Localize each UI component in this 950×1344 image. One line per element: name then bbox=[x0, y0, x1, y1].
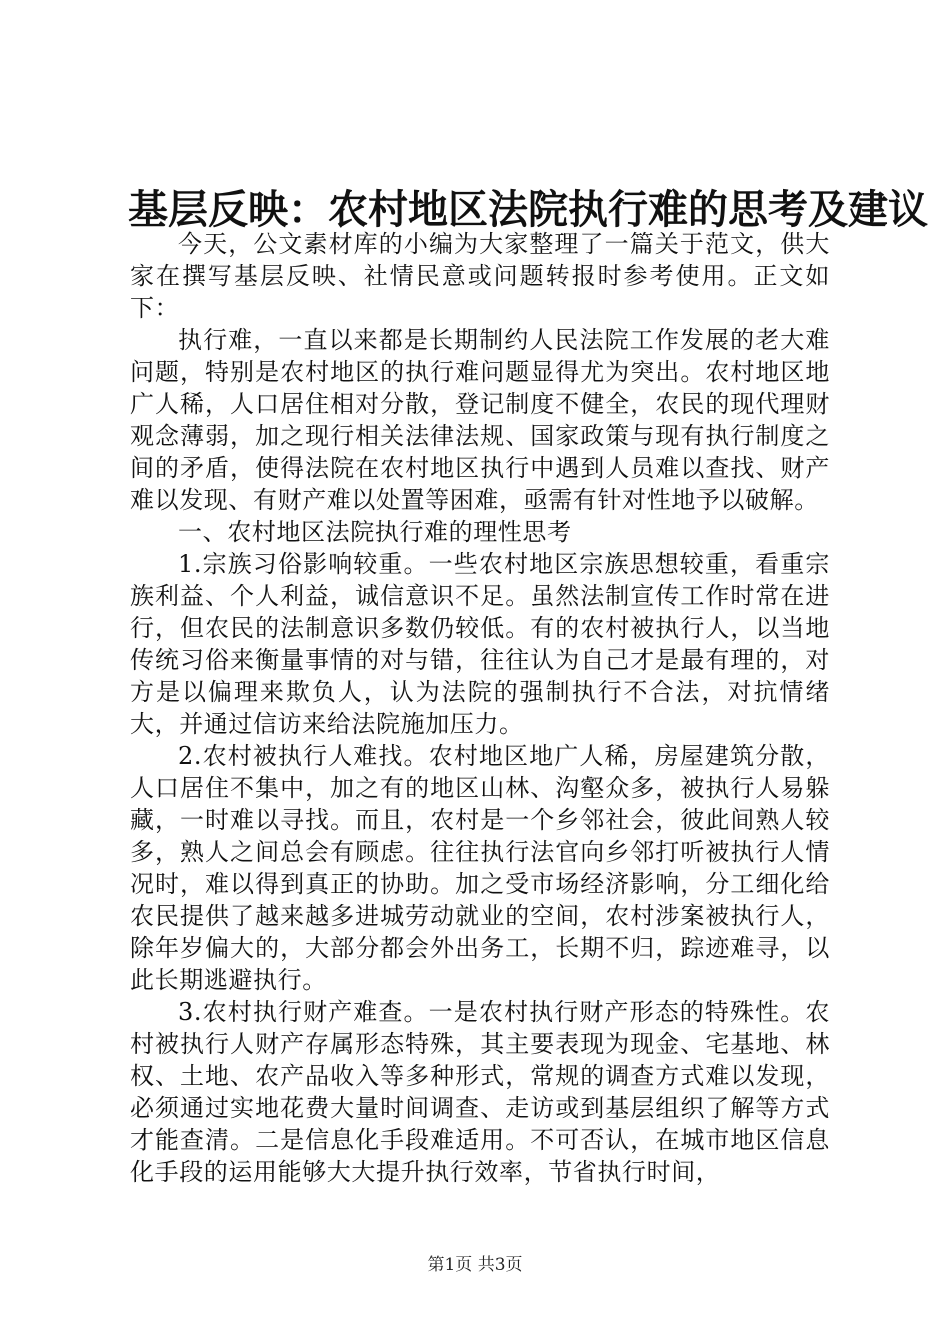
document-body bbox=[130, 228, 830, 1188]
document-title: 基层反映：农村地区法院执行难的思考及建议 bbox=[128, 186, 928, 233]
body-paragraph: 执行难，一直以来都是长期制约人民法院工作发展的老大难问题，特别是农村地区的执行难问题显得尤为突出。农村地区地广人稀，人口居住相对分散，登记制度不健全，农民的现代理财观念薄弱，加之现行相关法律法规、国家政策与现有执行制度之间的矛盾，使得法院在农村地区执行中遇到人员难以查找、财产难以发现、有财产难以处置等困难，亟需有针对性地予以破解。 bbox=[130, 326, 830, 514]
page-footer: 第1页 共3页 bbox=[427, 1255, 523, 1275]
body-paragraph: 1.宗族习俗影响较重。一些农村地区宗族思想较重，看重宗族利益、个人利益，诚信意识不足。虽然法制宣传工作时常在进行，但农民的法制意识多数仍较低。有的农村被执行人，以当地传统习俗来衡量事情的对与错，往往认为自己才是最有理的，对方是以偏理来欺负人，认为法院的强制执行不合法，对抗情绪大，并通过信访来给法院施加压力。 bbox=[130, 550, 830, 738]
section-heading: 一、农村地区法院执行难的理性思考 bbox=[178, 518, 572, 546]
body-paragraph: 3.农村执行财产难查。一是农村执行财产形态的特殊性。农村被执行人财产存属形态特殊，其主要表现为现金、宅基地、林权、土地、农产品收入等多种形式，常规的调查方式难以发现，必须通过实地花费大量时间调查、走访或到基层组织了解等方式才能查清。二是信息化手段难适用。不可否认，在城市地区信息化手段的运用能够大大提升执行效率，节省执行时间， bbox=[130, 998, 830, 1186]
body-paragraph: 2.农村被执行人难找。农村地区地广人稀，房屋建筑分散，人口居住不集中，加之有的地区山林、沟壑众多，被执行人易躲藏，一时难以寻找。而且，农村是一个乡邻社会，彼此间熟人较多，熟人之间总会有顾虑。往往执行法官向乡邻打听被执行人情况时，难以得到真正的协助。加之受市场经济影响，分工细化给农民提供了越来越多进城劳动就业的空间，农村涉案被执行人，除年岁偏大的，大部分都会外出务工，长期不归，踪迹难寻，以此长期逃避执行。 bbox=[130, 742, 830, 994]
intro-paragraph: 今天，公文素材库的小编为大家整理了一篇关于范文，供大家在撰写基层反映、社情民意或问题转报时参考使用。正文如下： bbox=[130, 230, 830, 322]
